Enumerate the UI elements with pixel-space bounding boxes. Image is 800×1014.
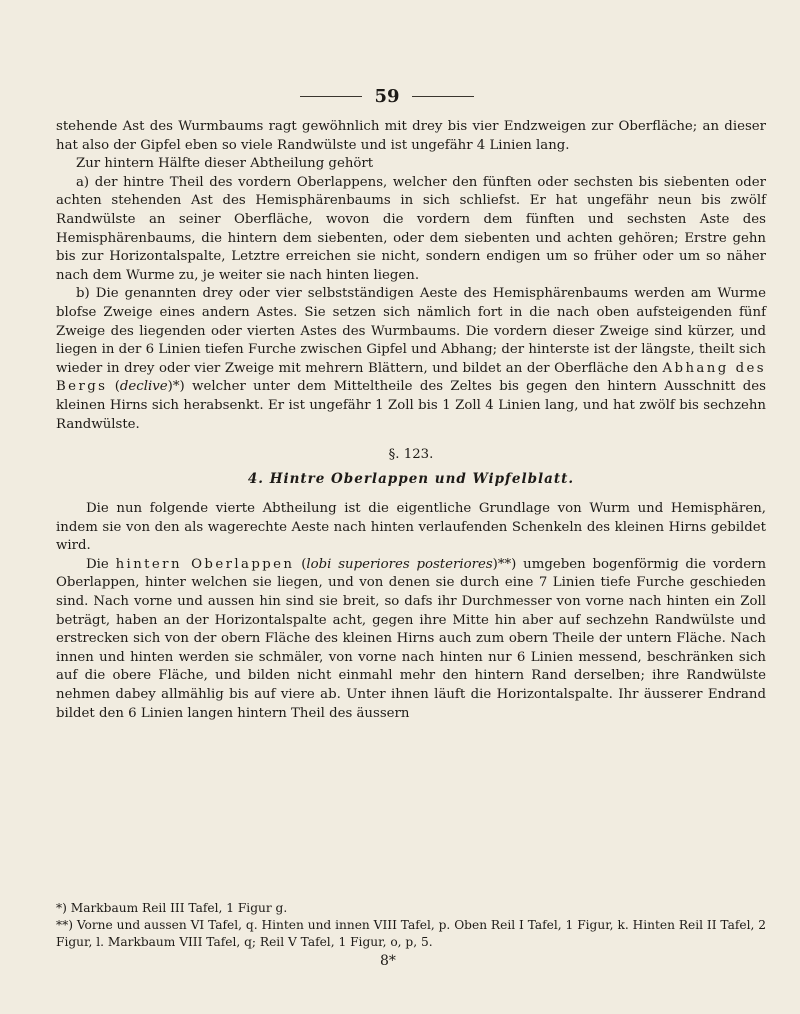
term-declive: declive bbox=[119, 379, 168, 395]
paragraph-lobi-start: Die bbox=[86, 556, 116, 572]
paragraph-intro: Zur hintern Hälfte dieser Abtheilung gehört bbox=[76, 156, 374, 172]
paragraph-lobi-end: umgeben bogenförmig die vordern Oberlappen, hinter welchen sie liegen, und von denen sie durch eine 7 Linien tiefe Furche geschieden sind. Nach vorne und aussen hin sind sie breit, so dafs ihr Durchmesser von vorne nach hinten ein Zoll beträgt, haben an der Horizontalspalte acht, gegen ihre Mitte hin aber auf sechzehn Randwülste und erstrecken sich von der obern Fläche des kleinen Hirns auch zum obern Theile der untern Fläche. Nach innen und hinten werden sie schmäler, von vorne nach hinten nur 6 Linien messend, beschränken sich auf die obere Fläche, und bilden nicht einmahl mehr den hintern Rand derselben; ihre Randwülste nehmen dabey allmählig bis auf viere ab. Unter ihnen läuft die Horizontalspalte. Ihr äusserer Endrand bildet den 6 Linien langen hintern Theil des äussern bbox=[56, 556, 767, 721]
page-header bbox=[0, 86, 800, 106]
paragraph-b-end: welcher unter dem Mitteltheile des Zeltes bis gegen den hintern Ausschnitt des kleinen Hirns sich herabsenkt. Er ist ungefähr 1 Zoll bis 1 Zoll 4 Linien lang, und hat zwölf bis sechzehn Randwülste. bbox=[56, 379, 766, 432]
paragraph-b: b) Die genannten drey oder vier selbstständigen Aeste des Hemisphärenbaums werden am Wurme blofse Zweige eines andern Astes. Sie setzen sich nämlich fort in die nach oben aufsteigenden fünf Zweige des liegenden oder vierten Astes des Wurmbaums. Die vordern dieser Zweige sind kürzer, und liegen in der 6 Linien tiefen Furche zwischen Gipfel und Abhang; der hinterste ist der längste, theilt sich wieder in drey oder vier Zweige mit mehrern Blättern, und bildet an der Oberfläche den Abhang des Bergs (declive)*) welcher unter dem Mitteltheile des Zeltes bis gegen den hintern Ausschnitt des kleinen Hirns sich herabsenkt. Er ist ungefähr 1 Zoll bis 1 Zoll 4 Linien lang, und hat zwölf bis sechzehn Randwülste. bbox=[56, 286, 766, 432]
paragraph-a: a) der hintre Theil des vordern Oberlappens, welcher den fünften oder sechsten bis siebenten oder achten stehenden Ast des Hemisphärenbaums in sich schliefst. Er hat ungefähr neun bis zwölf Randwülste an seiner Oberfläche, wovon die vordern dem fünften und sechsten Aste des Hemisphärenbaums, die hintern dem siebenten, oder dem siebenten und achten gehören; Erstre gehn bis zur Horizontalspalte, Letztre erreichen sie nicht, sondern endigen um so früher oder um so näher nach dem Wurme zu, je weiter sie nach hinten liegen. bbox=[56, 174, 766, 283]
body-text bbox=[56, 118, 766, 723]
section-subtitle: 4. Hintre Oberlappen und Wipfelblatt. bbox=[247, 471, 575, 488]
section-number: §. 123. bbox=[388, 447, 434, 463]
term-oberlappen: hintern Oberlappen bbox=[115, 556, 295, 572]
paragraph-lobi: Die hintern Oberlappen (lobi superiores posteriores)**) umgeben bogenförmig die vordern Oberlappen, hinter welchen sie liegen, und von denen sie durch eine 7 Linien tiefe Furche geschieden sind. Nach vorne und aussen hin sind sie breit, so dafs ihr Durchmesser von vorne nach hinten ein Zoll beträgt, haben an der Horizontalspalte acht, gegen ihre Mitte hin aber auf sechzehn Randwülste und erstrecken sich von der obern Fläche des kleinen Hirns auch zum obern Theile der untern Fläche. Nach innen und hinten werden sie schmäler, von vorne nach hinten nur 6 Linien messend, beschränken sich auf die obere Fläche, und bilden nicht einmahl mehr den hintern Rand derselben; ihre Randwülste nehmen dabey allmählig bis auf viere ab. Unter ihnen läuft die Horizontalspalte. Ihr äusserer Endrand bildet den 6 Linien langen hintern Theil des äussern bbox=[56, 556, 767, 721]
paragraph-continuation: stehende Ast des Wurmbaums ragt gewöhnlich mit drey bis vier Endzweigen zur Oberfläche; an dieser hat also der Gipfel eben so viele Randwülste und ist ungefähr 4 Linien lang. bbox=[56, 119, 766, 153]
header-rule-right bbox=[412, 96, 474, 97]
footnote-1: *) Markbaum Reil III Tafel, 1 Figur g. bbox=[56, 901, 288, 915]
footnote-mark-1: *) bbox=[172, 379, 185, 395]
paragraph-intro-2: Die nun folgende vierte Abtheilung ist die eigentliche Grundlage von Wurm und Hemisphären, indem sie von den als wagerechte Aeste nach hinten verlaufenden Schenkeln des kleinen Hirns gebildet wird. bbox=[56, 501, 766, 554]
signature-mark: 8* bbox=[380, 953, 396, 969]
term-lobi: lobi superiores posteriores bbox=[306, 556, 493, 572]
header-rule-left bbox=[300, 96, 362, 97]
term-abhang: Abhang des Bergs bbox=[56, 360, 766, 395]
footnotes bbox=[56, 900, 766, 951]
footnote-2: **) Vorne und aussen VI Tafel, q. Hinten und innen VIII Tafel, p. Oben Reil I Tafel, 1 Figur, k. Hinten Reil II Tafel, 2 Figur, l. Markbaum VIII Tafel, q; Reil V Tafel, 1 Figur, o, p, 5. bbox=[56, 918, 766, 949]
paragraph-b-text: b) Die genannten drey oder vier selbstständigen Aeste des Hemisphärenbaums werden am Wurme blofse Zweige eines andern Astes. Sie setzen sich nämlich fort in die nach oben aufsteigenden fünf Zweige des liegenden oder vierten Astes des Wurmbaums. Die vordern dieser Zweige sind kürzer, und liegen in der 6 Linien tiefen Furche zwischen Gipfel und Abhang; der hinterste ist der längste, theilt sich wieder in drey oder vier Zweige mit mehrern Blättern, und bildet an der Oberfläche den bbox=[56, 286, 766, 376]
page-number: 59 bbox=[374, 86, 400, 107]
footnote-mark-2: **) bbox=[497, 556, 517, 572]
